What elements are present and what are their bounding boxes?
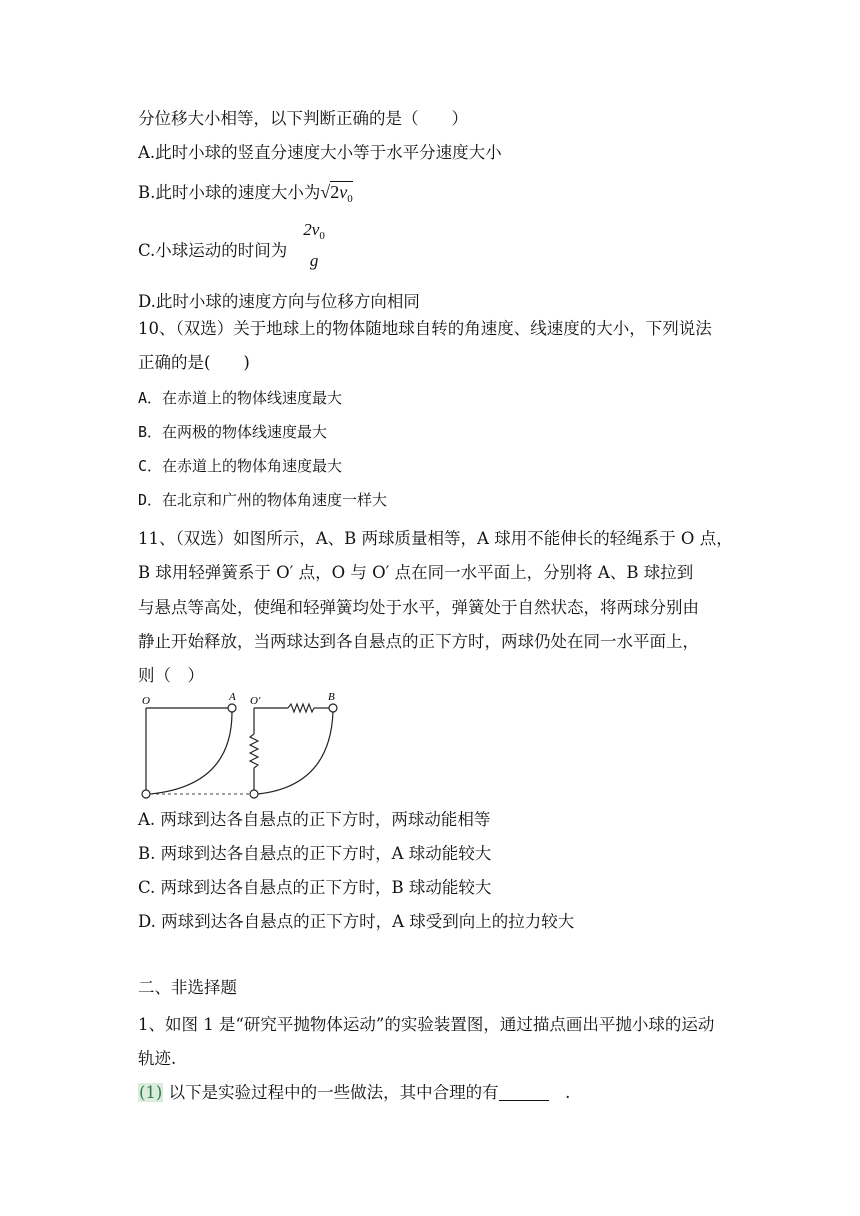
q9-option-d: D.此时小球的速度方向与位移方向相同 (138, 292, 420, 311)
ball-b-trajectory (258, 712, 333, 794)
q9-option-a: A.此时小球的竖直分速度大小等于水平分速度大小 (138, 143, 502, 162)
q11-option-b: B. 两球到达各自悬点的正下方时，A 球动能较大 (138, 844, 492, 863)
q10-option-d: D．在北京和广州的物体角速度一样大 (138, 491, 388, 509)
s2-q1-sub-1 (138, 1082, 570, 1104)
label-o: O (142, 695, 150, 707)
label-a: A (229, 691, 236, 703)
label-b: B (328, 691, 335, 703)
ball-b-start (329, 704, 337, 712)
sub-question-marker: (1) (139, 1083, 163, 1102)
q10-option-b: B．在两极的物体线速度最大 (138, 423, 328, 441)
q9-option-b-formula: $√2v_0$ (320, 182, 353, 205)
sub-question-end: . (548, 1083, 571, 1102)
answer-blank[interactable] (499, 1084, 549, 1101)
q10-stem-line-1: 10、（双选）关于地球上的物体随地球自转的角速度、线速度的大小，下列说法 (138, 319, 712, 338)
q10-option-c: C．在赤道上的物体角速度最大 (138, 457, 343, 475)
q9-option-c-text: C.小球运动的时间为 (138, 241, 288, 260)
q11-option-d: D. 两球到达各自悬点的正下方时，A 球受到向上的拉力较大 (138, 912, 575, 931)
q9-stem-tail: 分位移大小相等，以下判断正确的是（ ） (138, 109, 468, 128)
q11-stem-line-3: 与悬点等高处，使绳和轻弹簧均处于水平，弹簧处于自然状态，将两球分别由 (138, 598, 699, 617)
ball-a-bottom (142, 790, 150, 798)
q9-option-b (138, 181, 353, 210)
horizontal-spring (288, 704, 314, 712)
q10-option-a: A．在赤道上的物体线速度最大 (138, 389, 343, 407)
q9-option-c-fraction: $2v_0$ g (303, 220, 325, 270)
sub-question-text: 以下是实验过程中的一些做法，其中合理的有 (163, 1083, 499, 1102)
ball-a-start (228, 704, 236, 712)
s2-q1-line-2: 轨迹. (138, 1049, 177, 1068)
q11-option-a: A. 两球到达各自悬点的正下方时，两球动能相等 (138, 810, 491, 829)
q11-figure (136, 688, 346, 802)
vertical-spring (250, 734, 258, 768)
q11-stem-line-4: 静止开始释放，当两球达到各自悬点的正下方时，两球仍处在同一水平面上， (138, 632, 699, 651)
q10-stem-line-2: 正确的是( ) (138, 353, 250, 372)
q9-option-b-text: B.此时小球的速度大小为 (138, 183, 321, 202)
q11-option-c: C. 两球到达各自悬点的正下方时，B 球动能较大 (138, 878, 492, 897)
section-2-heading: 二、非选择题 (138, 978, 237, 997)
q11-stem-line-2: B 球用轻弹簧系于 O′ 点，O 与 O′ 点在同一水平面上，分别将 A、B 球拉到 (138, 563, 694, 582)
ball-a-trajectory (150, 712, 232, 794)
q11-stem-line-5: 则（ ） (138, 666, 204, 685)
s2-q1-line-1: 1、如图 1 是“研究平抛物体运动”的实验装置图，通过描点画出平抛小球的运动 (138, 1015, 715, 1034)
ball-b-bottom (250, 790, 258, 798)
label-o-prime: O′ (250, 695, 261, 707)
q9-option-c (138, 220, 327, 271)
q11-stem-line-1: 11、（双选）如图所示，A、B 两球质量相等，A 球用不能伸长的轻绳系于 O 点， (138, 529, 733, 548)
